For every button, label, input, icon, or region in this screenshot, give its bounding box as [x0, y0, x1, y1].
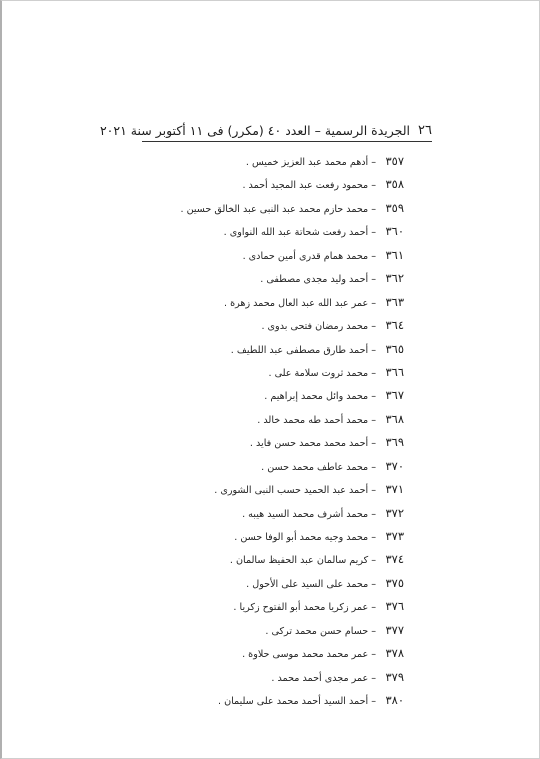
page-number: ٢٦: [418, 123, 432, 138]
entry-number: ٣٧٢: [385, 505, 404, 520]
entry-name: حسام حسن محمد تركى .: [265, 625, 369, 637]
entry-name: أحمد وليد مجدى مصطفى .: [260, 274, 369, 286]
entry-name: أحمد السيد أحمد محمد على سليمان .: [217, 696, 369, 708]
entry-dash: –: [371, 203, 376, 215]
list-item: [144, 197, 404, 220]
entry-name: كريم سالمان عبد الحفيظ سالمان .: [229, 555, 369, 567]
list-item: [144, 689, 404, 712]
entry-name: عمر محمد محمد موسى حلاوة .: [242, 649, 369, 661]
entry-number: ٣٦٥: [385, 341, 404, 356]
entry-dash: –: [371, 578, 376, 590]
entry-dash: –: [371, 391, 376, 403]
entry-dash: –: [371, 157, 376, 168]
entry-name: محمد عاطف محمد حسن .: [261, 461, 369, 473]
list-item: [144, 361, 404, 384]
list-item: [144, 220, 404, 243]
entry-number: ٣٧٠: [385, 458, 404, 473]
list-item: [144, 384, 404, 407]
list-item: [144, 619, 404, 642]
entry-number: ٣٦٤: [385, 318, 404, 333]
entry-name: محمد على السيد على الأحول .: [246, 578, 369, 590]
page-header: [99, 123, 432, 141]
entry-number: ٣٦٦: [385, 364, 404, 379]
names-list: [144, 150, 404, 713]
list-item: [144, 150, 404, 173]
entry-dash: –: [371, 321, 376, 333]
list-item: [144, 408, 404, 431]
list-item: [144, 642, 404, 665]
list-item: [144, 525, 404, 548]
entry-name: محمد همام قدرى أمين حمادى .: [242, 250, 369, 262]
entry-number: ٣٥٧: [385, 154, 404, 168]
entry-dash: –: [371, 438, 376, 450]
entry-dash: –: [371, 696, 376, 708]
entry-dash: –: [371, 297, 376, 309]
entry-number: ٣٦٨: [385, 411, 404, 426]
list-item: [144, 595, 404, 618]
entry-name: عمر زكريا محمد أبو الفتوح زكريا .: [233, 602, 369, 614]
entry-number: ٣٧٦: [385, 599, 404, 614]
entry-dash: –: [371, 485, 376, 497]
entry-dash: –: [371, 508, 376, 520]
entry-number: ٣٧٩: [385, 669, 404, 684]
entry-dash: –: [371, 532, 376, 543]
list-item: [144, 291, 404, 314]
entry-name: محمد أحمد طه محمد خالد .: [257, 414, 369, 426]
entry-number: ٣٧٣: [385, 529, 404, 543]
entry-dash: –: [371, 227, 376, 239]
header-rule: [142, 141, 432, 142]
entry-dash: –: [371, 344, 376, 356]
entry-name: محمود رفعت عبد المجيد أحمد .: [242, 180, 369, 192]
entry-dash: –: [371, 274, 376, 286]
entry-name: عمر عبد الله عبد العال محمد زهرة .: [223, 297, 369, 309]
entry-dash: –: [371, 180, 376, 192]
entry-number: ٣٥٨: [385, 177, 404, 192]
entry-dash: –: [371, 461, 376, 473]
entry-name: أحمد محمد محمد حسن فايد .: [249, 438, 369, 450]
entry-dash: –: [371, 555, 376, 567]
entry-name: أحمد طارق مصطفى عبد اللطيف .: [230, 344, 369, 356]
entry-number: ٣٧٥: [385, 575, 404, 590]
list-item: [144, 314, 404, 337]
entry-dash: –: [371, 649, 376, 661]
list-item: [144, 502, 404, 525]
entry-dash: –: [371, 602, 376, 614]
list-item: [144, 666, 404, 689]
entry-dash: –: [371, 625, 376, 637]
entry-number: ٣٧٤: [385, 552, 404, 567]
entry-name: محمد ثروت سلامة على .: [268, 367, 369, 379]
list-item: [144, 431, 404, 454]
entry-number: ٣٦٧: [385, 388, 404, 403]
entry-number: ٣٧٨: [385, 646, 404, 661]
entry-number: ٣٦٠: [385, 224, 404, 239]
list-item: [144, 267, 404, 290]
entry-name: محمد رمضان فتحى بدوى .: [261, 321, 369, 333]
list-item: [144, 338, 404, 361]
entry-name: محمد أشرف محمد السيد هيبه .: [242, 508, 369, 520]
entry-name: محمد وجيه محمد أبو الوفا حسن .: [234, 532, 369, 543]
list-item: [144, 572, 404, 595]
entry-number: ٣٥٩: [385, 200, 404, 215]
entry-name: محمد وائل محمد إبراهيم .: [264, 391, 369, 403]
entry-dash: –: [371, 250, 376, 262]
entry-name: عمر مجدى أحمد محمد .: [271, 672, 369, 684]
entry-name: محمد حازم محمد عبد النبى عبد الخالق حسين .: [180, 203, 369, 215]
entry-number: ٣٦١: [385, 247, 404, 262]
entry-number: ٣٦٣: [385, 294, 404, 309]
entry-number: ٣٧٧: [385, 622, 404, 637]
entry-name: أدهم محمد عبد العزيز خميس .: [245, 157, 369, 168]
entry-dash: –: [371, 414, 376, 426]
header-title: الجريدة الرسمية – العدد ٤٠ (مكرر) فى ١١ أكتوبر سنة ٢٠٢١: [99, 123, 410, 138]
entry-number: ٣٧١: [385, 482, 404, 497]
list-item: [144, 173, 404, 196]
entry-number: ٣٦٩: [385, 435, 404, 450]
entry-name: أحمد رفعت شحاتة عبد الله النواوى .: [223, 227, 369, 239]
list-item: [144, 478, 404, 501]
list-item: [144, 548, 404, 571]
entry-dash: –: [371, 672, 376, 684]
entry-dash: –: [371, 367, 376, 379]
entry-number: ٣٦٢: [385, 271, 404, 286]
list-item: [144, 244, 404, 267]
entry-number: ٣٨٠: [385, 693, 404, 708]
entry-name: أحمد عبد الحميد حسب النبى الشورى .: [214, 485, 369, 497]
list-item: [144, 455, 404, 478]
